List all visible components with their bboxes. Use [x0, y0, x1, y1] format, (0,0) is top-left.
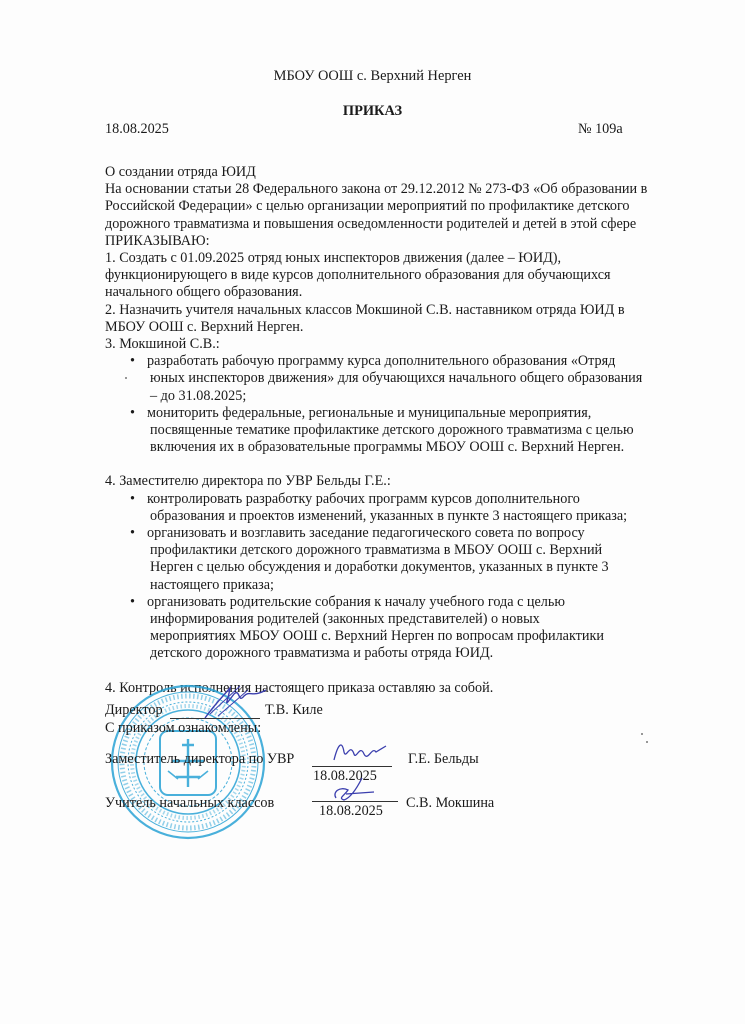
item-1-line: 1. Создать с 01.09.2025 отряд юных инспекторов движения (далее – ЮИД),	[105, 250, 562, 267]
document-body	[105, 164, 665, 697]
preamble-line: Российской Федерации» с целью организации мероприятий по профилактике детского	[105, 198, 630, 215]
item-2-line: МБОУ ООШ с. Верхний Нерген.	[105, 318, 304, 335]
order-number: № 109а	[578, 121, 623, 137]
scan-speck	[646, 741, 648, 743]
director-title: Директор	[105, 702, 163, 718]
item-1-line: начального общего образования.	[105, 284, 303, 301]
bullet-line: детского дорожного травматизма и работы отряда ЮИД.	[150, 645, 494, 662]
bullet-item: • организовать родительские собрания к началу учебного года с целью информирования родителей (законных представителей) о новых мероприятиях МБОУ ООШ с. Верхний Нерген по вопросам профилактики детского дорожного травматизма и работы отряда ЮИД.	[105, 594, 665, 663]
bullet-line: посвященные тематике профилактике детского дорожного травматизма с целью	[150, 422, 634, 439]
bullet-line: профилактики детского дорожного травматизма в МБОУ ООШ с. Верхний	[150, 542, 603, 559]
bullet-line: мероприятиях МБОУ ООШ с. Верхний Нерген по вопросам профилактики	[150, 628, 604, 645]
item-4-bullet-list	[105, 491, 665, 663]
item-3-bullet-list	[105, 353, 665, 456]
deputy-title: Заместитель директора по УВР	[105, 751, 295, 767]
preamble-line: На основании статьи 28 Федерального закона от 29.12.2012 № 273-ФЗ «Об образовании в	[105, 181, 648, 198]
bullet-line: – до 31.08.2025;	[150, 387, 247, 404]
order-directive: ПРИКАЗЫВАЮ:	[105, 232, 210, 249]
bullet-line: мониторить федеральные, региональные и муниципальные мероприятия,	[147, 404, 592, 421]
bullet-item: • разработать рабочую программу курса дополнительного образования «Отряд юных инспекторов движения» для обучающихся начального общего образования – до 31.08.2025;	[105, 353, 665, 405]
teacher-date: 18.08.2025	[319, 803, 383, 819]
spacer	[105, 663, 665, 680]
item-1-line: функционирующего в виде курсов дополнительного образования для обучающихся	[105, 267, 611, 284]
organization-name: МБОУ ООШ с. Верхний Нерген	[273, 68, 472, 84]
deputy-signature-icon	[330, 738, 390, 766]
bullet-line: информирования родителей (законных представителей) о новых	[150, 611, 540, 628]
bullet-line: Нерген с целью обсуждения и доработки документов, указанных в пункте 3	[150, 559, 609, 576]
document-title: ПРИКАЗ	[342, 103, 403, 119]
teacher-signature-icon	[330, 774, 380, 804]
control-statement: 4. Контроль исполнения настоящего приказа оставляю за собой.	[105, 679, 494, 696]
acknowledged-label: С приказом ознакомлены:	[105, 720, 262, 736]
deputy-signature-line	[312, 766, 392, 767]
bullet-line: включения их в образовательные программы МБОУ ООШ с. Верхний Нерген.	[150, 439, 625, 456]
bullet-line: образования и проектов изменений, указанных в пункте 3 настоящего приказа;	[150, 507, 628, 524]
deputy-date: 18.08.2025	[313, 768, 377, 784]
item-3-heading: 3. Мокшиной С.В.:	[105, 336, 220, 353]
director-name: Т.В. Киле	[265, 702, 323, 718]
bullet-item: • мониторить федеральные, региональные и муниципальные мероприятия, посвященные тематике профилактике детского дорожного травматизма с целью включения их в образовательные программы МБОУ ООШ с. Верхний Нерген.	[105, 405, 665, 457]
bullet-line: настоящего приказа;	[150, 576, 274, 593]
bullet-line: разработать рабочую программу курса дополнительного образования «Отряд	[147, 353, 616, 370]
teacher-name: С.В. Мокшина	[406, 795, 495, 811]
item-4-heading: 4. Заместителю директора по УВР Бельды Г.Е.:	[105, 473, 391, 490]
order-subject: О создании отряда ЮИД	[105, 164, 256, 180]
scan-speck	[125, 377, 127, 379]
bullet-line: контролировать разработку рабочих программ курсов дополнительного	[147, 490, 580, 507]
director-signature-icon	[200, 684, 270, 724]
bullet-line: организовать родительские собрания к началу учебного года с целью	[147, 593, 565, 610]
bullet-line: юных инспекторов движения» для обучающихся начального общего образования	[150, 370, 643, 387]
bullet-item: • контролировать разработку рабочих программ курсов дополнительного образования и проектов изменений, указанных в пункте 3 настоящего приказа;	[105, 491, 665, 525]
deputy-name: Г.Е. Бельды	[408, 751, 479, 767]
preamble-line: дорожного травматизма и повышения осведомленности родителей и детей в этой сфере	[105, 215, 637, 232]
scan-speck	[641, 733, 643, 735]
order-date: 18.08.2025	[105, 121, 169, 137]
spacer	[105, 456, 665, 473]
bullet-line: организовать и возглавить заседание педагогического совета по вопросу	[147, 525, 585, 542]
bullet-item: • организовать и возглавить заседание педагогического совета по вопросу профилактики детского дорожного травматизма в МБОУ ООШ с. Верхний Нерген с целью обсуждения и доработки документов, указанных в пункте 3 настоящего приказа;	[105, 525, 665, 594]
teacher-title: Учитель начальных классов	[105, 795, 275, 811]
item-2-line: 2. Назначить учителя начальных классов Мокшиной С.В. наставником отряда ЮИД в	[105, 301, 625, 318]
